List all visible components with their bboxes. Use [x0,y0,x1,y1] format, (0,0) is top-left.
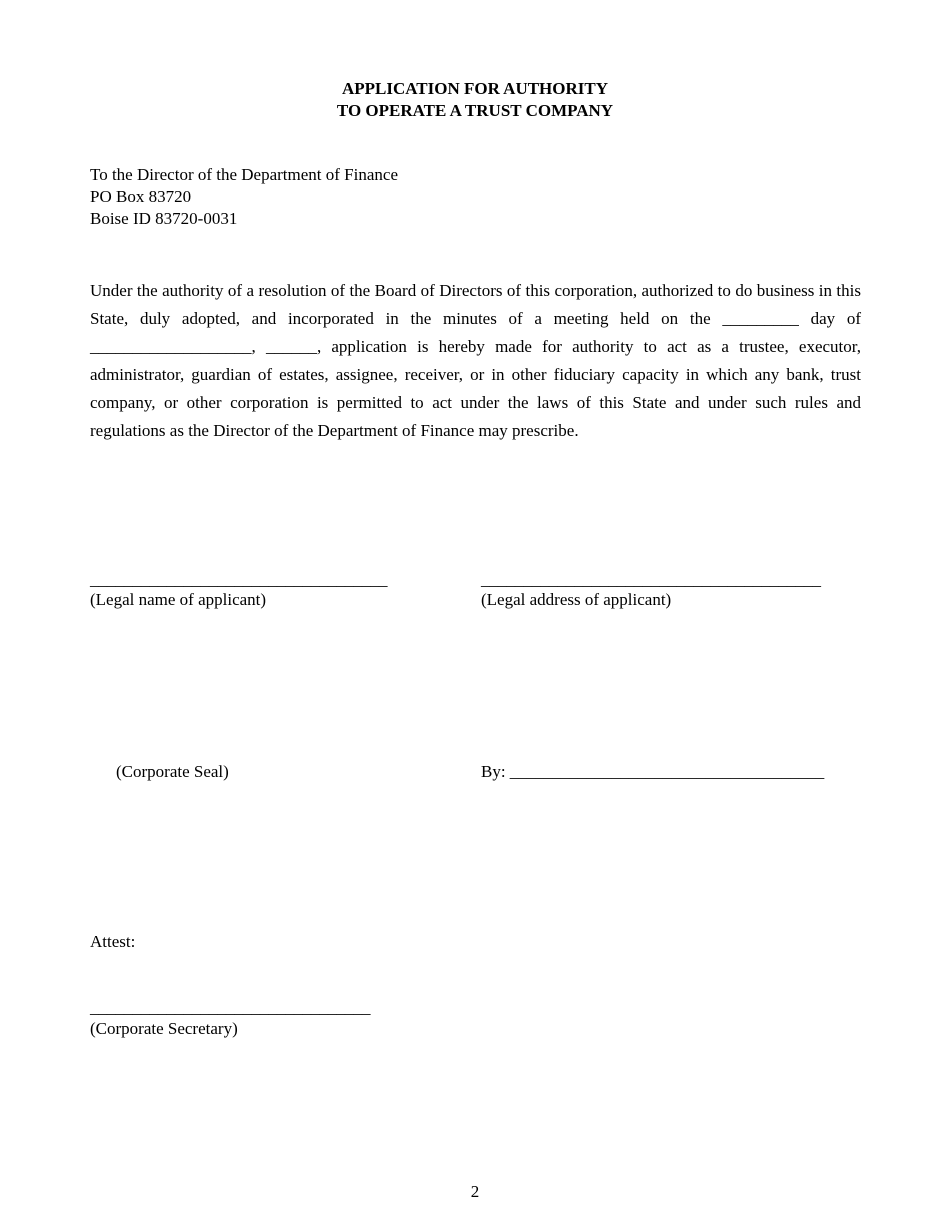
by-signature-line: By: _____________________________________ [481,762,825,781]
secretary-signature-line: _________________________________ [90,998,371,1017]
addressee-line2: PO Box 83720 [90,187,192,206]
resolution-paragraph: Under the authority of a resolution of the Board of Directors of this corporation, authorized to do business in this State, duly adopted, and incorporated in the minutes of a meeting held on the _________ day of ___________________, ______, application is hereby made for authority to act as a trustee, executor, administrator, guardian of estates, assignee, receiver, or in other fiduciary capacity in which any bank, trust company, or other corporation is permitted to act under the laws of this State and under such rules and regulations as the Director of the Department of Finance may prescribe. [90,281,861,440]
legal-name-label: (Legal name of applicant) [90,590,267,609]
form-title-line1: APPLICATION FOR AUTHORITY [341,79,609,98]
addressee-line1: To the Director of the Department of Finance [90,165,399,184]
legal-address-label: (Legal address of applicant) [481,590,672,609]
corporate-secretary-label: (Corporate Secretary) [90,1019,238,1038]
legal-name-signature-line: ___________________________________ [90,570,388,589]
addressee-line3: Boise ID 83720-0031 [90,209,238,228]
page-number: 2 [470,1182,480,1201]
legal-address-signature-line: ________________________________________ [481,570,821,589]
corporate-seal-label: (Corporate Seal) [116,762,229,781]
attest-label: Attest: [90,932,136,951]
form-title-line2: TO OPERATE A TRUST COMPANY [336,101,614,120]
